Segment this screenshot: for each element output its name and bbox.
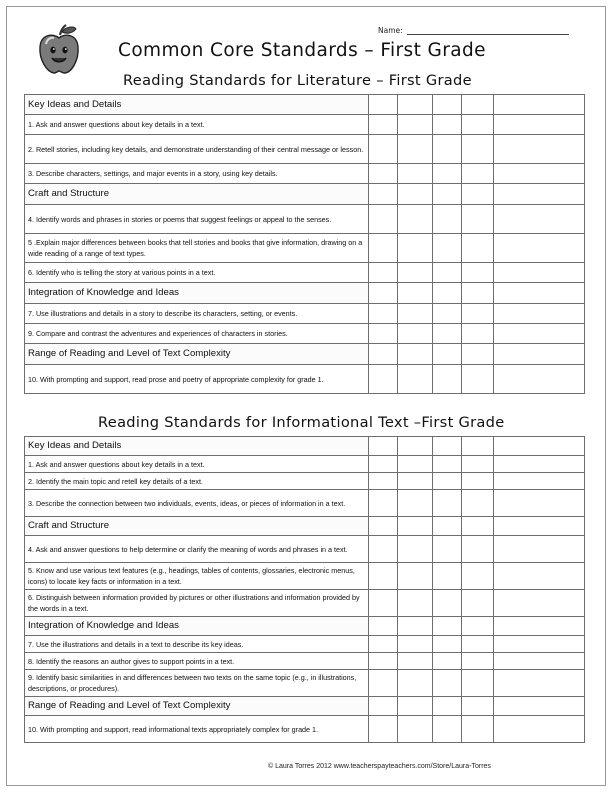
check-cell[interactable] <box>369 95 398 115</box>
standard-text: 3. Describe the connection between two individuals, events, ideas, or pieces of information in a text. <box>25 490 369 517</box>
check-cell[interactable] <box>462 304 494 324</box>
check-cell[interactable] <box>369 456 398 473</box>
check-cell[interactable] <box>433 473 462 490</box>
standard-row <box>25 135 585 164</box>
check-cell[interactable] <box>462 115 494 135</box>
standard-text: 5. Know and use various text features (e.g., headings, tables of contents, glossaries, electronic menus, icons) to locate key facts or information in a text. <box>25 563 369 590</box>
check-cell[interactable] <box>398 490 433 517</box>
check-cell[interactable] <box>433 135 462 164</box>
check-cell[interactable] <box>433 263 462 283</box>
check-cell[interactable] <box>398 636 433 653</box>
check-cell[interactable] <box>398 283 433 304</box>
check-cell[interactable] <box>398 263 433 283</box>
page-title: Common Core Standards – First Grade <box>118 40 486 61</box>
check-cell[interactable] <box>398 536 433 563</box>
check-cell[interactable] <box>462 324 494 344</box>
check-cell[interactable] <box>494 344 585 365</box>
section-title: Key Ideas and Details <box>25 437 369 456</box>
check-cell[interactable] <box>369 617 398 636</box>
check-cell[interactable] <box>433 115 462 135</box>
standard-row <box>25 653 585 670</box>
check-cell[interactable] <box>369 205 398 234</box>
check-cell[interactable] <box>433 283 462 304</box>
check-cell[interactable] <box>398 205 433 234</box>
standard-text: 9. Compare and contrast the adventures and experiences of characters in stories. <box>25 324 369 344</box>
standard-text: 3. Describe characters, settings, and major events in a story, using key details. <box>25 164 369 184</box>
check-cell[interactable] <box>462 135 494 164</box>
check-cell[interactable] <box>433 653 462 670</box>
check-cell[interactable] <box>462 283 494 304</box>
check-cell[interactable] <box>433 437 462 456</box>
check-cell[interactable] <box>369 324 398 344</box>
check-cell[interactable] <box>398 716 433 743</box>
standard-text: 7. Use illustrations and details in a story to describe its characters, setting, or events. <box>25 304 369 324</box>
literature-heading: Reading Standards for Literature – First Grade <box>123 72 472 89</box>
standard-row <box>25 205 585 234</box>
check-cell[interactable] <box>398 324 433 344</box>
check-cell[interactable] <box>369 263 398 283</box>
check-cell[interactable] <box>494 653 585 670</box>
section-title: Integration of Knowledge and Ideas <box>25 283 369 304</box>
check-cell[interactable] <box>433 697 462 716</box>
check-cell[interactable] <box>433 536 462 563</box>
section-row <box>25 617 585 636</box>
check-cell[interactable] <box>462 365 494 394</box>
check-cell[interactable] <box>494 716 585 743</box>
check-cell[interactable] <box>369 697 398 716</box>
check-cell[interactable] <box>369 115 398 135</box>
check-cell[interactable] <box>462 617 494 636</box>
check-cell[interactable] <box>398 653 433 670</box>
standard-row <box>25 716 585 743</box>
section-title: Key Ideas and Details <box>25 95 369 115</box>
check-cell[interactable] <box>462 536 494 563</box>
check-cell[interactable] <box>433 716 462 743</box>
check-cell[interactable] <box>462 653 494 670</box>
check-cell[interactable] <box>462 670 494 697</box>
check-cell[interactable] <box>494 563 585 590</box>
check-cell[interactable] <box>369 473 398 490</box>
check-cell[interactable] <box>494 324 585 344</box>
name-field <box>378 26 569 35</box>
standard-text: 8. Identify the reasons an author gives to support points in a text. <box>25 653 369 670</box>
section-title: Craft and Structure <box>25 517 369 536</box>
standard-text: 10. With prompting and support, read prose and poetry of appropriate complexity for grade 1. <box>25 365 369 394</box>
check-cell[interactable] <box>398 697 433 716</box>
standard-text: 2. Identify the main topic and retell key details of a text. <box>25 473 369 490</box>
check-cell[interactable] <box>398 456 433 473</box>
check-cell[interactable] <box>398 95 433 115</box>
check-cell[interactable] <box>398 184 433 205</box>
check-cell[interactable] <box>433 95 462 115</box>
standard-text: 5 .Explain major differences between books that tell stories and books that give information, drawing on a wide reading of a range of text types. <box>25 234 369 263</box>
check-cell[interactable] <box>433 490 462 517</box>
check-cell[interactable] <box>369 437 398 456</box>
standard-text: 4. Identify words and phrases in stories or poems that suggest feelings or appeal to the senses. <box>25 205 369 234</box>
check-cell[interactable] <box>369 135 398 164</box>
check-cell[interactable] <box>462 344 494 365</box>
check-cell[interactable] <box>398 234 433 263</box>
standard-text: 4. Ask and answer questions to help determine or clarify the meaning of words and phrases in a text. <box>25 536 369 563</box>
check-cell[interactable] <box>369 636 398 653</box>
section-row <box>25 517 585 536</box>
check-cell[interactable] <box>462 95 494 115</box>
check-cell[interactable] <box>462 473 494 490</box>
check-cell[interactable] <box>494 283 585 304</box>
check-cell[interactable] <box>494 490 585 517</box>
check-cell[interactable] <box>369 184 398 205</box>
check-cell[interactable] <box>494 617 585 636</box>
standard-text: 1. Ask and answer questions about key details in a text. <box>25 115 369 135</box>
standard-row <box>25 490 585 517</box>
check-cell[interactable] <box>398 473 433 490</box>
standard-text: 6. Identify who is telling the story at various points in a text. <box>25 263 369 283</box>
informational-heading: Reading Standards for Informational Text –First Grade <box>98 414 505 431</box>
check-cell[interactable] <box>369 365 398 394</box>
check-cell[interactable] <box>433 636 462 653</box>
check-cell[interactable] <box>494 536 585 563</box>
check-cell[interactable] <box>398 304 433 324</box>
check-cell[interactable] <box>433 617 462 636</box>
check-cell[interactable] <box>494 697 585 716</box>
section-row <box>25 184 585 205</box>
check-cell[interactable] <box>369 344 398 365</box>
check-cell[interactable] <box>462 437 494 456</box>
standard-row <box>25 365 585 394</box>
check-cell[interactable] <box>462 263 494 283</box>
check-cell[interactable] <box>433 205 462 234</box>
check-cell[interactable] <box>494 456 585 473</box>
check-cell[interactable] <box>433 234 462 263</box>
standard-row <box>25 304 585 324</box>
check-cell[interactable] <box>369 283 398 304</box>
check-cell[interactable] <box>494 234 585 263</box>
standard-row <box>25 473 585 490</box>
check-cell[interactable] <box>433 164 462 184</box>
check-cell[interactable] <box>369 304 398 324</box>
section-title: Craft and Structure <box>25 184 369 205</box>
check-cell[interactable] <box>369 563 398 590</box>
check-cell[interactable] <box>494 263 585 283</box>
check-cell[interactable] <box>398 670 433 697</box>
standard-text: 7. Use the illustrations and details in a text to describe its key ideas. <box>25 636 369 653</box>
check-cell[interactable] <box>462 563 494 590</box>
check-cell[interactable] <box>369 653 398 670</box>
check-cell[interactable] <box>462 234 494 263</box>
check-cell[interactable] <box>398 617 433 636</box>
standard-row <box>25 456 585 473</box>
check-cell[interactable] <box>494 205 585 234</box>
check-cell[interactable] <box>369 590 398 617</box>
check-cell[interactable] <box>398 344 433 365</box>
standard-row <box>25 263 585 283</box>
check-cell[interactable] <box>433 365 462 394</box>
check-cell[interactable] <box>433 184 462 205</box>
check-cell[interactable] <box>369 716 398 743</box>
check-cell[interactable] <box>369 490 398 517</box>
check-cell[interactable] <box>494 437 585 456</box>
check-cell[interactable] <box>369 164 398 184</box>
section-title: Range of Reading and Level of Text Complexity <box>25 697 369 716</box>
section-row <box>25 95 585 115</box>
check-cell[interactable] <box>433 324 462 344</box>
check-cell[interactable] <box>494 95 585 115</box>
standard-text: 6. Distinguish between information provided by pictures or other illustrations and information provided by the words in a text. <box>25 590 369 617</box>
check-cell[interactable] <box>462 164 494 184</box>
check-cell[interactable] <box>433 456 462 473</box>
section-title: Range of Reading and Level of Text Complexity <box>25 344 369 365</box>
check-cell[interactable] <box>462 697 494 716</box>
check-cell[interactable] <box>433 304 462 324</box>
check-cell[interactable] <box>433 670 462 697</box>
check-cell[interactable] <box>494 164 585 184</box>
name-label: Name: <box>378 26 403 35</box>
check-cell[interactable] <box>494 115 585 135</box>
standard-text: 1. Ask and answer questions about key details in a text. <box>25 456 369 473</box>
check-cell[interactable] <box>494 365 585 394</box>
apple-icon <box>38 22 80 76</box>
check-cell[interactable] <box>398 164 433 184</box>
name-line[interactable] <box>407 26 569 35</box>
check-cell[interactable] <box>369 234 398 263</box>
standard-row <box>25 590 585 617</box>
standard-row <box>25 164 585 184</box>
literature-standards-table <box>24 94 585 394</box>
section-title: Integration of Knowledge and Ideas <box>25 617 369 636</box>
standard-row <box>25 670 585 697</box>
check-cell[interactable] <box>462 716 494 743</box>
check-cell[interactable] <box>494 636 585 653</box>
check-cell[interactable] <box>462 184 494 205</box>
standard-row <box>25 636 585 653</box>
section-row <box>25 437 585 456</box>
check-cell[interactable] <box>494 135 585 164</box>
check-cell[interactable] <box>462 205 494 234</box>
check-cell[interactable] <box>462 636 494 653</box>
check-cell[interactable] <box>398 437 433 456</box>
copyright-footer: © Laura Torres 2012 www.teacherspayteachers.com/Store/Laura-Torres <box>268 763 491 770</box>
standard-text: 9. Identify basic similarities in and differences between two texts on the same topic (e.g., in illustrations, descriptions, or procedures). <box>25 670 369 697</box>
check-cell[interactable] <box>462 590 494 617</box>
check-cell[interactable] <box>494 517 585 536</box>
check-cell[interactable] <box>494 304 585 324</box>
standard-row <box>25 563 585 590</box>
standard-row <box>25 536 585 563</box>
check-cell[interactable] <box>398 563 433 590</box>
check-cell[interactable] <box>369 670 398 697</box>
check-cell[interactable] <box>494 670 585 697</box>
check-cell[interactable] <box>462 456 494 473</box>
check-cell[interactable] <box>433 517 462 536</box>
check-cell[interactable] <box>462 490 494 517</box>
check-cell[interactable] <box>398 517 433 536</box>
check-cell[interactable] <box>494 473 585 490</box>
section-row <box>25 283 585 304</box>
section-row <box>25 697 585 716</box>
standard-text: 10. With prompting and support, read informational texts appropriately complex for grade 1. <box>25 716 369 743</box>
check-cell[interactable] <box>369 536 398 563</box>
informational-standards-table <box>24 436 585 743</box>
check-cell[interactable] <box>398 365 433 394</box>
check-cell[interactable] <box>462 517 494 536</box>
check-cell[interactable] <box>433 563 462 590</box>
standard-text: 2. Retell stories, including key details, and demonstrate understanding of their central message or lesson. <box>25 135 369 164</box>
check-cell[interactable] <box>494 590 585 617</box>
check-cell[interactable] <box>398 135 433 164</box>
check-cell[interactable] <box>433 344 462 365</box>
section-row <box>25 344 585 365</box>
check-cell[interactable] <box>398 590 433 617</box>
check-cell[interactable] <box>369 517 398 536</box>
standard-row <box>25 324 585 344</box>
standard-row <box>25 115 585 135</box>
check-cell[interactable] <box>494 184 585 205</box>
standard-row <box>25 234 585 263</box>
check-cell[interactable] <box>433 590 462 617</box>
check-cell[interactable] <box>398 115 433 135</box>
